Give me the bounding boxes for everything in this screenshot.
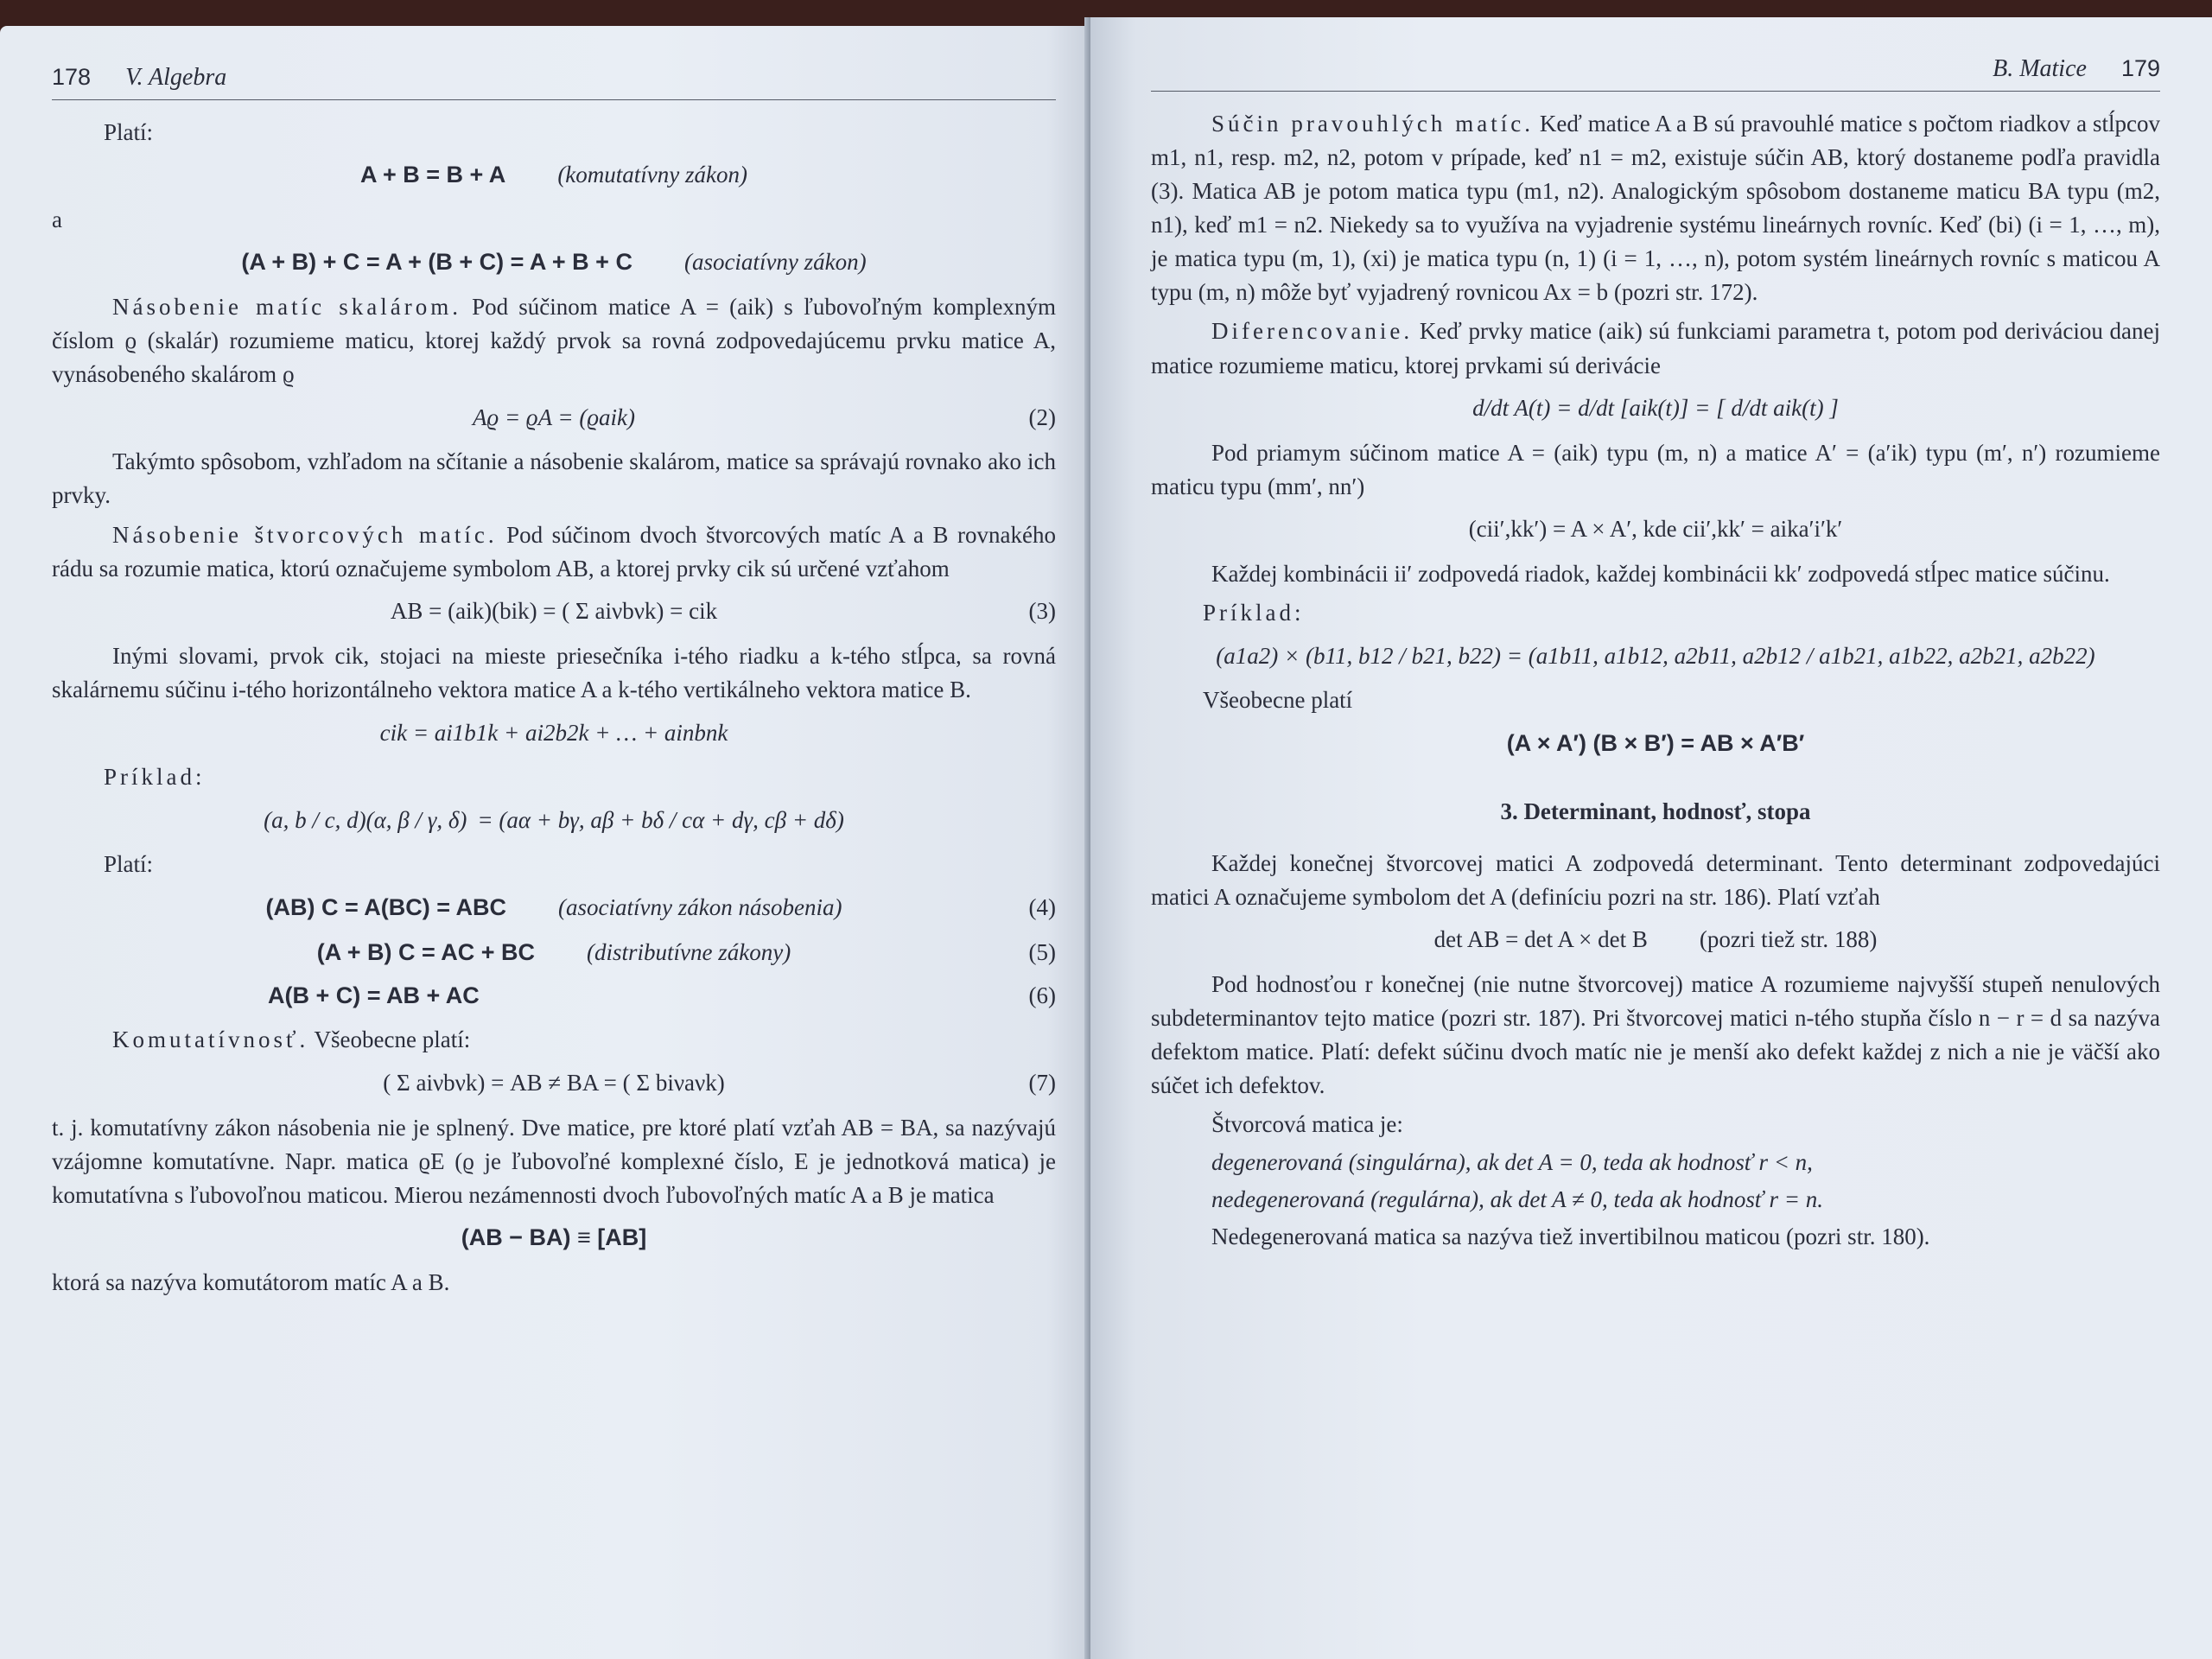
other-words-paragraph: Inými slovami, prvok cik, stojaci na mieste priesečníka i-tého riadku a k-tého stĺpca, sa rovná skalárnemu súčinu i-tého horizontálneho vektora matice A a k-tého vertikálneho vektora matice B. xyxy=(52,642,1056,702)
combination-paragraph: Každej kombinácii ii′ zodpovedá riadok, každej kombinácii kk′ zodpovedá stĺpec matice súčinu. xyxy=(1211,561,2110,587)
eq-general-formula: (A × A′) (B × B′) = AB × A′B′ xyxy=(1506,729,1805,756)
eq-7-formula: ( Σ aiνbνk) = AB ≠ BA = ( Σ biνaνk) xyxy=(383,1069,725,1096)
komut-after: t. j. komutatívny zákon násobenia nie je splnený. Dve matice, pre ktoré platí vzťah AB = BA, sa nazývajú vzájomne komutatívne. Napr. matica ϱE (ϱ je ľubovoľné komplexné číslo, E je jednotková matica) je komutatívna s ľubovoľnou maticou. Mierou nezámennosti dvoch ľubovoľných matíc A a B je matica xyxy=(52,1114,1056,1208)
eq-6 xyxy=(52,978,1056,1013)
example-matrix xyxy=(52,803,1056,837)
eq-2 xyxy=(52,400,1056,435)
scalar-after: Takýmto spôsobom, vzhľadom na sčítanie a násobenie skalárom, matice sa správajú rovnako ako ich prvky. xyxy=(52,448,1056,509)
left-page-number: 178 xyxy=(52,64,92,90)
right-example-formula: (a1a2) × (b11, b12 / b21, b22) = (a1b11, a1b12, a2b11, a2b12 / a1b21, a1b22, a2b21, a2b22) xyxy=(1216,642,2095,669)
scalar-title: Násobenie matíc skalárom. xyxy=(112,293,461,320)
rank-paragraph: Pod hodnosťou r konečnej (nie nutne štvorcovej) matice A rozumieme najvyšší stupeň nenulových subdeterminantov tejto matice (pozri str. 187). Pri štvorcovej matici n-tého stupňa číslo n − r = d sa nazýva defektom matice. Platí: defekt súčinu dvoch matíc nie je menší ako defekt každej z nich a nie je väčší ako súčet ich defektov. xyxy=(1151,970,2160,1099)
eq-5-formula: (A + B) C = AC + BC xyxy=(316,938,536,965)
square-paragraph xyxy=(52,518,1056,586)
eq-7 xyxy=(52,1066,1056,1101)
eq-4 xyxy=(52,890,1056,925)
general-label: Všeobecne platí xyxy=(1203,687,1353,714)
right-running-head xyxy=(1151,52,2160,87)
nondegenerate-line: nedegenerovaná (regulárna), ak det A ≠ 0, teda ak hodnosť r = n. xyxy=(1211,1185,1823,1212)
right-page xyxy=(1090,17,2212,1659)
square-cases xyxy=(1151,1108,2160,1254)
eq-6-formula: A(B + C) = AB + AC xyxy=(268,982,480,1008)
right-page-number: 179 xyxy=(2120,55,2160,81)
eq-5-number: (5) xyxy=(1028,938,1056,965)
eq-7-number: (7) xyxy=(1028,1069,1056,1096)
conjunction-a: a xyxy=(52,206,62,232)
eq-6-number: (6) xyxy=(1028,982,1056,1008)
eq-diff-formula: d/dt A(t) = d/dt [aik(t)] = [ d/dt aik(t) ] xyxy=(1472,395,1839,422)
diff-text: Keď prvky matice (aik) sú funkciami parametra t, potom pod deriváciou danej matice rozumieme maticu, ktorej prvkami sú derivácie xyxy=(1151,318,2160,378)
eq-direct xyxy=(1151,512,2160,547)
eq-56-note: (distributívne zákony) xyxy=(587,938,791,965)
eq-commutative xyxy=(52,158,1056,193)
priklad-label: Príklad: xyxy=(104,764,206,791)
diff-paragraph xyxy=(1151,315,2160,382)
section-heading: 3. Determinant, hodnosť, stopa xyxy=(1500,798,1811,825)
eq-3 xyxy=(52,594,1056,629)
komut-text: Všeobecne platí: xyxy=(314,1027,471,1053)
left-running-head xyxy=(52,60,1056,96)
square-title: Násobenie štvorcových matíc. xyxy=(112,521,498,548)
eq-det xyxy=(1151,923,2160,957)
eq-cik xyxy=(52,715,1056,750)
rect-title: Súčin pravouhlých matíc. xyxy=(1211,110,1534,137)
scalar-text: Pod súčinom matice A = (aik) s ľubovoľným komplexným číslom ϱ (skalár) rozumieme maticu, ktorej každý prvok sa rovná zodpovedajúcemu prvku matice A, vynásobeného skalárom ϱ xyxy=(52,293,1056,388)
eq-associative-note: (asociatívny zákon) xyxy=(683,249,867,276)
eq-4-note: (asociatívny zákon násobenia) xyxy=(558,893,842,920)
left-page xyxy=(0,26,1090,1659)
rect-paragraph xyxy=(1151,107,2160,310)
right-running-title: B. Matice xyxy=(1993,55,2087,82)
det-paragraph: Každej konečnej štvorcovej matici A zodpovedá determinant. Tento determinant zodpovedajúci matici A označujeme symbolom det A (definíciu pozri na str. 186). Platí vzťah xyxy=(1151,849,2160,910)
eq-det-note: (pozri tiež str. 188) xyxy=(1699,926,1878,953)
eq-commutative-note: (komutatívny zákon) xyxy=(557,162,747,188)
invertible-line: Nedegenerovaná matica sa nazýva tiež invertibilnou maticou (pozri str. 180). xyxy=(1211,1223,1930,1249)
diff-title: Diferencovanie. xyxy=(1211,318,1414,345)
eq-direct-formula: (cii′,kk′) = A × A′, kde cii′,kk′ = aika′i′k′ xyxy=(1468,516,1843,543)
degenerate-line: degenerovaná (singulárna), ak det A = 0, teda ak hodnosť r < n, xyxy=(1211,1148,1813,1175)
direct-product-paragraph: Pod priamym súčinom matice A = (aik) typu (m, n) a matice A′ = (a′ik) typu (m′, n′) rozumieme maticu typu (mm′, nn′) xyxy=(1151,439,2160,499)
right-example xyxy=(1151,639,2160,673)
eq-5 xyxy=(52,935,1056,969)
eq-diff xyxy=(1151,391,2160,426)
square-text: Pod súčinom dvoch štvorcových matíc A a B rovnakého rádu sa rozumie matica, ktorú označujeme symbolom AB, a ktorej prvky cik sú určené vzťahom xyxy=(52,521,1056,582)
eq-4-formula: (AB) C = A(BC) = ABC xyxy=(265,893,507,920)
square-is: Štvorcová matica je: xyxy=(1211,1111,1403,1138)
eq-commutator-formula: (AB − BA) ≡ [AB] xyxy=(461,1224,647,1251)
right-priklad-label: Príklad: xyxy=(1203,600,1305,626)
left-header-rule xyxy=(52,99,1056,100)
example-right: = (aα + bγ, aβ + bδ / cα + dγ, cβ + dδ) xyxy=(477,806,844,833)
eq-general xyxy=(1151,726,2160,760)
left-running-title: V. Algebra xyxy=(125,64,227,91)
eq-det-formula: det AB = det A × det B xyxy=(1433,926,1648,953)
eq-cik-formula: cik = ai1b1k + ai2b2k + … + ainbnk xyxy=(379,719,728,746)
example-left: (a, b / c, d)(α, β / γ, δ) xyxy=(264,806,467,833)
komut-title: Komutatívnosť. xyxy=(112,1027,309,1053)
plati-label: Platí: xyxy=(104,118,154,145)
komut-paragraph xyxy=(52,1023,1056,1057)
eq-2-formula: Aϱ = ϱA = (ϱaik) xyxy=(473,404,635,430)
eq-2-number: (2) xyxy=(1028,404,1056,430)
eq-4-number: (4) xyxy=(1028,893,1056,920)
scalar-paragraph xyxy=(52,290,1056,391)
eq-associative xyxy=(52,245,1056,280)
right-header-rule xyxy=(1151,91,2160,92)
rect-text: Keď matice A a B sú pravouhlé matice s počtom riadkov a stĺpcov m1, n1, resp. m2, n2, potom v prípade, keď n1 = m2, existuje súčin AB, ktorý dostaneme podľa pravidla (3). Matica AB je potom matica typu (m1, n2). Analogickým spôsobom dostaneme maticu BA typu (m2, n1), keď m1 = n2. Niekedy sa to využíva na vyjadrenie systému lineárnych rovníc. Keď (bi) (i = 1, …, m), je matica typu (m, 1), (xi) je matica typu (n, 1) (i = 1, …, n), potom systém lineárnych rovníc s maticou A typu (m, n) môže byť vyjadrený rovnicou Ax = b (pozri str. 172). xyxy=(1151,110,2161,306)
eq-commutative-formula: A + B = B + A xyxy=(360,162,506,188)
plati-label-2: Platí: xyxy=(104,851,154,878)
eq-3-number: (3) xyxy=(1028,598,1056,625)
eq-commutator xyxy=(52,1221,1056,1255)
commutator-text: ktorá sa nazýva komutátorom matíc A a B. xyxy=(52,1268,450,1295)
eq-3-formula: AB = (aik)(bik) = ( Σ aiνbνk) = cik xyxy=(390,598,718,625)
eq-associative-formula: (A + B) + C = A + (B + C) = A + B + C xyxy=(241,249,632,276)
